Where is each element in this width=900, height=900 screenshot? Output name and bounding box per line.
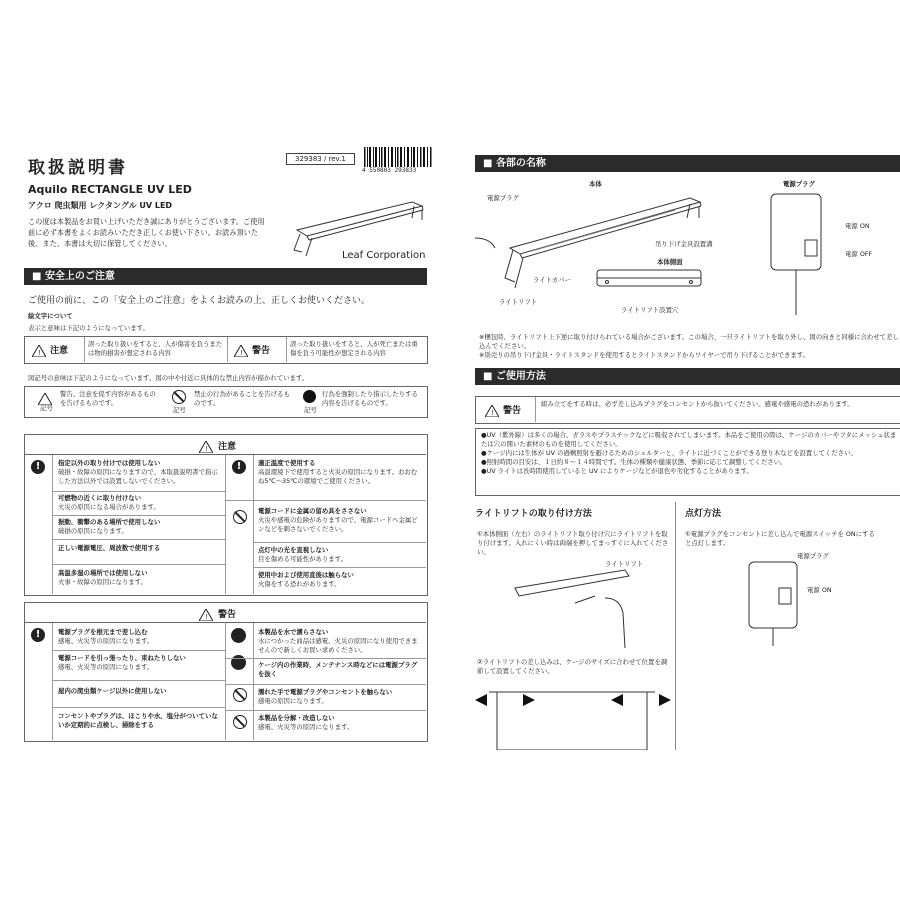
safety-header: 安全上のご注意 — [44, 271, 115, 282]
barcode — [364, 147, 432, 167]
symbol-mandatory-text: 行為を強制したり指示したりする内容を告げるものです。 — [322, 390, 418, 407]
power-plug-illustration — [765, 190, 895, 320]
parts-header: 各部の名称 — [495, 158, 546, 169]
label-plug: 電源プラグ — [487, 194, 519, 202]
usage-warning-label: 警告 — [503, 406, 522, 416]
manual-title: 取扱説明書 — [28, 158, 128, 178]
parts-note-1: ※梱包時、ライトリフト上下逆に取り付けられている場合がございます。この場合、一旦ライトリフトを取り外し、図の向きと同様に合わせて差し込んでください。 — [479, 333, 899, 350]
light-plug-illustration — [745, 558, 865, 648]
symbol-prohibit-caption: 記号 — [173, 406, 186, 414]
no-disassemble-icon — [233, 715, 247, 729]
usage-bullet-3: ●照射時間の目安は、１日約８〜１４時間です。生体の種類や健康状態、季節に応じて調整してください。 — [481, 458, 787, 466]
no-wet-hands-icon — [233, 688, 247, 702]
safety-header-bar: ■ 安全上のご注意 — [24, 268, 427, 285]
caution-mandatory-icon: ! — [31, 460, 45, 474]
label-lift: ライトリフト — [499, 298, 538, 306]
symbols-note: 図記号の意味は下記のようになっています。図の中や付近に具体的な禁止内容が描かれています。 — [28, 374, 309, 382]
caution-left-2: 可燃物の近くに取り付けない 火災の原因になる場合があります。 — [58, 494, 160, 511]
side-view-illustration — [595, 268, 705, 292]
caution-right-3: 点灯中の光を直視しない 目を傷める可能性があります。 — [258, 546, 347, 563]
usage-bullet-1: ●UV（紫外線）は多くの場合、ガラスやプラスチックなどに吸収されてしまいます。本品をご使用の際は、ケージのカバーやフタにメッシュ状または穴の開いた素材のものを使用してください。 — [481, 431, 897, 448]
caution-title: 注意 — [218, 442, 237, 452]
lift-callout-label: ライトリフト — [605, 560, 644, 568]
caution-title-icon — [199, 438, 213, 457]
light-plug-label: 電源プラグ — [797, 552, 829, 560]
symbol-prohibit-text: 禁止の行為があることを告げるものです。 — [194, 390, 290, 407]
warning-right-2: ケージ内の作業時、メンテナンス時などには電源プラグを抜く — [258, 661, 418, 678]
light-title: 点灯方法 — [685, 509, 722, 519]
product-subtitle: アクロ 爬虫類用 レクタングル UV LED — [28, 201, 173, 210]
lift-title: ライトリフトの取り付け方法 — [475, 509, 592, 519]
svg-text:!: ! — [205, 613, 208, 621]
svg-text:!: ! — [205, 445, 208, 453]
lift-step-2: ②ライトリフトの差し込みは、ケージのサイズに合わせて位置を調節して設置してください。 — [477, 658, 668, 675]
caution-mandatory-icon-2: ! — [232, 460, 246, 474]
warning-left-1: 電源プラグを根元まで差し込む 感電、火災等の原因になります。 — [58, 628, 154, 645]
usage-warning-icon — [485, 402, 499, 421]
svg-text:!: ! — [240, 349, 243, 357]
symbol-alert-caption: 記号 — [40, 404, 53, 412]
warning-title-icon — [199, 606, 213, 625]
caution-prohibit-icon — [233, 510, 247, 524]
main-body-label: 本体 — [589, 180, 602, 188]
warning-left-4: コンセントやプラグは、ほこりや水、塩分がついていないか定期的に点検し、掃除をする — [58, 712, 218, 729]
label-on: 電源 ON — [845, 222, 870, 230]
product-name: Aquilo RECTANGLE UV LED — [28, 183, 192, 196]
level-warning-label: 警告 — [252, 346, 271, 356]
caution-right-4: 使用中および使用直後は触らない 火傷をする恐れがあります。 — [258, 571, 354, 588]
lift-step-1: ①本体側面（左右）のライトリフト取り付け穴にライトリフトを取り付けます。入れにくい時は両端を押してまっすぐに入れてください。 — [477, 530, 669, 556]
caution-left-4: 正しい電源電圧、周波数で使用する — [58, 544, 161, 552]
warning-title: 警告 — [218, 610, 237, 620]
level-caution-label: 注意 — [50, 346, 69, 356]
warning-mandatory-icon: ! — [31, 628, 45, 642]
label-hook: 吊り下げ金具設置溝 — [655, 240, 713, 248]
label-lift-hole: ライトリフト設置穴 — [621, 306, 679, 314]
level-warning-text: 誤った取り扱いをすると、人が死亡または重傷を負う可能性が想定される内容 — [290, 340, 418, 357]
prohibition-symbol-icon — [172, 390, 186, 404]
warning-right-4: 本製品を分解・改造しない 感電、火災等の原因になります。 — [258, 714, 354, 731]
right-page — [475, 150, 900, 750]
mandatory-symbol-icon — [303, 390, 316, 403]
usage-bullet-2: ●ケージ内には生体が UV の過剰照射を避けるためのシェルターと、ライトに近づくことができる登り木などを設置してください。 — [481, 449, 857, 457]
caution-left-3: 振動、衝撃のある場所で使用しない 破損の原因になります。 — [58, 518, 161, 535]
pictogram-note: 表示と意味は下記のようになっています。 — [28, 324, 149, 332]
parts-note-2: ※別売りの吊り下げ金具・ライトスタンドを使用するとライトスタンドからワイヤーで吊り下げることができます。 — [479, 351, 810, 359]
label-off: 電源 OFF — [845, 250, 873, 258]
usage-bullets — [481, 431, 897, 476]
barcode-number: 4 550803 293833 — [362, 167, 417, 174]
level-caution-text: 誤った取り扱いをすると、人が傷害を負うまたは物的損害が想定される内容 — [88, 340, 223, 357]
warning-right-3: 濡れた手で電源プラグやコンセントを触らない 感電の原因になります。 — [258, 688, 393, 705]
usage-header: ご使用方法 — [495, 371, 546, 382]
company-name: Leaf Corporation — [342, 250, 426, 261]
svg-text:!: ! — [38, 349, 41, 357]
warning-right-1: 本製品を水で濡らさない 水につかった商品は感電、火災の原因になり使用できませんので新しくお買い求めください。 — [258, 628, 418, 654]
warning-triangle-icon — [234, 342, 248, 361]
light-on-label: 電源 ON — [807, 586, 832, 594]
symbol-alert-text: 警告、注意を促す内容があるものを告げるものです。 — [60, 390, 156, 407]
intro-text: この度は本製品をお買い上げいただき誠にありがとうございます。ご使用前に必ず本書をよくお読みいただき正しくお使い下さい。お読み頂いた後、また、本書は大切に保管してください。 — [28, 217, 265, 248]
caution-triangle-icon — [32, 342, 46, 361]
no-water-icon — [231, 628, 246, 643]
power-plug-label: 電源プラグ — [783, 180, 815, 188]
cage-illustration — [475, 682, 671, 750]
lift-illustration — [505, 558, 665, 658]
usage-header-bar: ■ ご使用方法 — [475, 368, 900, 385]
pictogram-title: 絵文字について — [28, 312, 73, 320]
doc-code: 329383 / rev.1 — [286, 153, 355, 165]
caution-left-1: 指定以外の取り付けでは使用しない 破損・故障の原因になりますので、本取扱説明書で指示した方法以外では設置しないでください。 — [58, 459, 218, 485]
warning-left-3: 屋内の爬虫類ケージ以外に使用しない — [58, 687, 167, 695]
warning-left-2: 電源コードを引っ張ったり、束ねたりしない 感電、火災等の原因になります。 — [58, 654, 186, 671]
usage-bullet-4: ●UV ライトは長時間使用していると UV によりケージなどが退色や劣化することがあります。 — [481, 467, 753, 475]
light-step-1: ①電源プラグをコンセントに差し込んで電源スイッチを ONにすると点灯します。 — [685, 530, 875, 547]
parts-header-bar: ■ 各部の名称 — [475, 155, 900, 172]
label-cover: ライトカバー — [533, 276, 571, 284]
caution-left-5: 高温多湿の場所では使用しない 火事・故障の原因になります。 — [58, 569, 148, 586]
left-page — [24, 150, 427, 750]
svg-text:!: ! — [491, 409, 494, 417]
caution-right-2: 電源コードに金属の留め具をささない 火災や感電の危険がありますので、電源コードへ金属ピンなどを刺さないでください。 — [258, 507, 418, 533]
side-view-label: 本体側面 — [657, 258, 683, 266]
safety-lead: ご使用の前に、この「安全上のご注意」をよくお読みの上、正しくお使いください。 — [28, 296, 371, 306]
caution-right-1: 適正温度で使用する 高温環境下で使用すると火災の原因になります。おおむね5℃〜35℃の環境でご使用ください。 — [258, 459, 418, 485]
usage-warning-text: 組み立てをする時は、必ず差し込みプラグをコンセントから抜いてください。感電や感電の恐れがあります。 — [541, 400, 854, 408]
symbol-mandatory-caption: 記号 — [304, 406, 317, 414]
